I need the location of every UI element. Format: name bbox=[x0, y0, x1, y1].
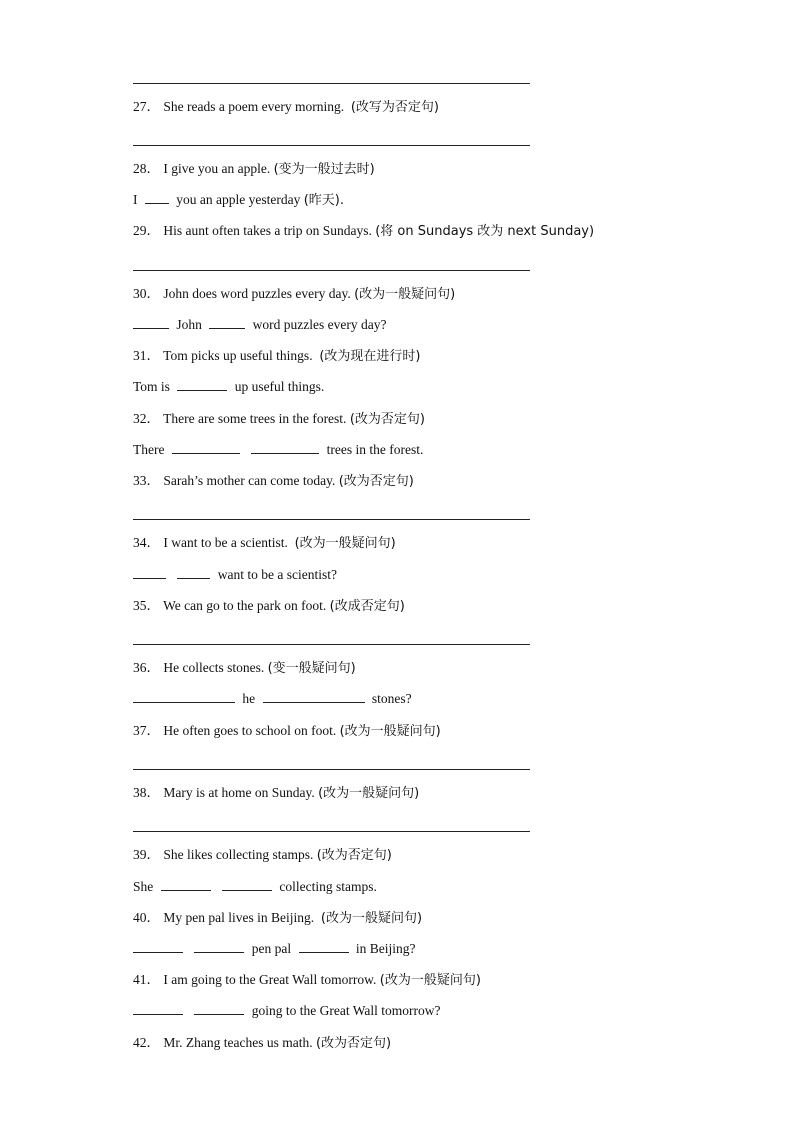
question-34 bbox=[133, 534, 396, 553]
question-27 bbox=[133, 98, 439, 117]
question-instruction: (改为否定句) bbox=[316, 848, 392, 863]
question-instruction: (改为一般疑问句) bbox=[320, 911, 423, 926]
question-text: My pen pal lives in Beijing. bbox=[163, 910, 315, 925]
question-text: I give you an apple. bbox=[163, 161, 271, 176]
answer-text: I bbox=[133, 192, 138, 207]
question-instruction: (改写为否定句) bbox=[350, 100, 439, 115]
question-number: 39． bbox=[133, 847, 160, 862]
question-number: 30． bbox=[133, 286, 160, 301]
answer-blank[interactable] bbox=[299, 940, 349, 953]
answer-blank[interactable] bbox=[222, 878, 272, 891]
question-text: His aunt often takes a trip on Sundays. bbox=[163, 223, 372, 238]
question-number: 40． bbox=[133, 910, 160, 925]
question-number: 41． bbox=[133, 972, 160, 987]
question-instruction: (变为一般过去时) bbox=[273, 162, 375, 177]
answer-line[interactable] bbox=[133, 769, 530, 770]
question-28 bbox=[133, 160, 375, 179]
answer-line[interactable] bbox=[133, 83, 530, 84]
answer-41 bbox=[133, 1002, 441, 1020]
answer-line[interactable] bbox=[133, 519, 530, 520]
question-39 bbox=[133, 846, 392, 865]
question-37 bbox=[133, 722, 441, 741]
answer-blank[interactable] bbox=[251, 441, 319, 454]
question-text: Tom picks up useful things. bbox=[163, 348, 313, 363]
answer-line[interactable] bbox=[133, 831, 530, 832]
answer-text: in Beijing? bbox=[355, 941, 416, 956]
answer-blank[interactable] bbox=[263, 690, 365, 703]
question-text: There are some trees in the forest. bbox=[163, 411, 347, 426]
question-instruction: (改为否定句) bbox=[349, 412, 425, 427]
question-number: 38． bbox=[133, 785, 160, 800]
question-38 bbox=[133, 784, 419, 803]
question-36 bbox=[133, 659, 356, 678]
question-text: We can go to the park on foot. bbox=[163, 598, 327, 613]
question-number: 32． bbox=[133, 411, 160, 426]
answer-blank[interactable] bbox=[194, 1002, 244, 1015]
answer-blank[interactable] bbox=[133, 566, 166, 579]
answer-blank[interactable] bbox=[172, 441, 240, 454]
answer-blank[interactable] bbox=[177, 566, 210, 579]
question-33 bbox=[133, 472, 414, 491]
question-30 bbox=[133, 285, 455, 304]
question-42 bbox=[133, 1034, 391, 1053]
answer-30 bbox=[133, 316, 386, 334]
answer-blank[interactable] bbox=[209, 316, 245, 329]
answer-39 bbox=[133, 878, 377, 896]
answer-blank[interactable] bbox=[133, 1002, 183, 1015]
answer-blank[interactable] bbox=[177, 378, 227, 391]
question-41 bbox=[133, 971, 481, 990]
answer-text: he bbox=[242, 691, 256, 706]
answer-blank[interactable] bbox=[161, 878, 211, 891]
question-text: She reads a poem every morning. bbox=[163, 99, 345, 114]
question-number: 33． bbox=[133, 473, 160, 488]
question-instruction: (改为一般疑问句) bbox=[339, 724, 441, 739]
answer-text: up useful things. bbox=[234, 379, 325, 394]
question-29 bbox=[133, 222, 594, 241]
question-40 bbox=[133, 909, 422, 928]
answer-32 bbox=[133, 441, 423, 459]
question-text: She likes collecting stamps. bbox=[163, 847, 314, 862]
answer-text: you an apple yesterday bbox=[176, 192, 301, 207]
answer-text: word puzzles every day? bbox=[252, 317, 387, 332]
answer-hint: (昨天). bbox=[303, 193, 344, 208]
answer-text: pen pal bbox=[251, 941, 292, 956]
answer-31 bbox=[133, 378, 324, 396]
answer-blank[interactable] bbox=[194, 940, 244, 953]
answer-blank[interactable] bbox=[133, 316, 169, 329]
question-number: 29． bbox=[133, 223, 160, 238]
question-instruction: (改为一般疑问句) bbox=[379, 973, 481, 988]
answer-line[interactable] bbox=[133, 270, 530, 271]
question-number: 28． bbox=[133, 161, 160, 176]
question-number: 31． bbox=[133, 348, 160, 363]
answer-text: want to be a scientist? bbox=[217, 567, 337, 582]
question-text: Sarah’s mother can come today. bbox=[163, 473, 336, 488]
answer-blank[interactable] bbox=[133, 690, 235, 703]
answer-text: John bbox=[176, 317, 202, 332]
question-35 bbox=[133, 597, 405, 616]
question-instruction: (改为一般疑问句) bbox=[354, 287, 456, 302]
question-instruction: (改为否定句) bbox=[315, 1036, 392, 1051]
answer-text: She bbox=[133, 879, 154, 894]
question-text: He often goes to school on foot. bbox=[163, 723, 337, 738]
question-instruction: (改成否定句) bbox=[329, 599, 405, 614]
question-number: 36． bbox=[133, 660, 160, 675]
question-number: 37． bbox=[133, 723, 160, 738]
question-instruction: (将 on Sundays 改为 next Sunday) bbox=[375, 224, 595, 239]
answer-blank[interactable] bbox=[133, 940, 183, 953]
question-32 bbox=[133, 410, 425, 429]
question-text: John does word puzzles every day. bbox=[163, 286, 351, 301]
question-instruction: (改为一般疑问句) bbox=[318, 786, 420, 801]
question-31 bbox=[133, 347, 420, 366]
answer-line[interactable] bbox=[133, 145, 530, 146]
question-text: I am going to the Great Wall tomorrow. bbox=[163, 972, 377, 987]
question-number: 42． bbox=[133, 1035, 160, 1050]
question-instruction: (改为一般疑问句) bbox=[294, 536, 396, 551]
answer-36 bbox=[133, 690, 412, 708]
question-text: Mary is at home on Sunday. bbox=[163, 785, 315, 800]
answer-40 bbox=[133, 940, 416, 958]
answer-text: There bbox=[133, 442, 165, 457]
question-text: I want to be a scientist. bbox=[163, 535, 288, 550]
question-instruction: (改为现在进行时) bbox=[319, 349, 421, 364]
question-number: 27． bbox=[133, 99, 160, 114]
question-instruction: (变一般疑问句) bbox=[267, 661, 356, 676]
question-text: Mr. Zhang teaches us math. bbox=[163, 1035, 313, 1050]
answer-28 bbox=[133, 191, 344, 210]
answer-text: trees in the forest. bbox=[326, 442, 424, 457]
answer-line[interactable] bbox=[133, 644, 530, 645]
question-text: He collects stones. bbox=[163, 660, 265, 675]
answer-blank[interactable] bbox=[145, 191, 169, 204]
question-number: 34． bbox=[133, 535, 160, 550]
answer-text: Tom is bbox=[133, 379, 170, 394]
answer-text: collecting stamps. bbox=[279, 879, 377, 894]
question-instruction: (改为否定句) bbox=[338, 474, 414, 489]
question-number: 35． bbox=[133, 598, 160, 613]
answer-text: going to the Great Wall tomorrow? bbox=[251, 1003, 441, 1018]
answer-34 bbox=[133, 566, 337, 584]
answer-text: stones? bbox=[371, 691, 412, 706]
